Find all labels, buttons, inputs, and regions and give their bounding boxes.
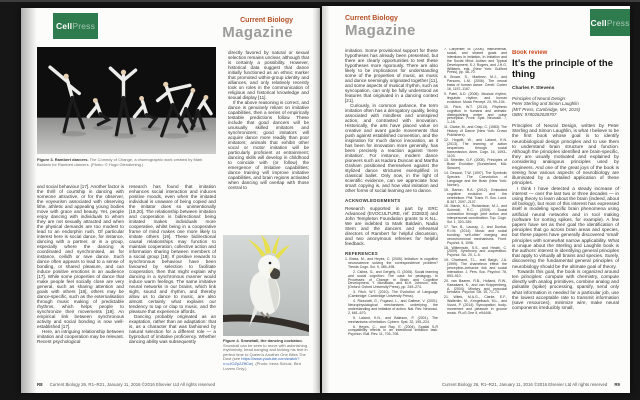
cellpress-logo-press: Press (606, 17, 630, 28)
section-title: Magazine (345, 22, 416, 39)
page-number: R8 (37, 382, 43, 387)
reference-item: 12. Hoppitt, W., and Laland, K.N. (2013). The learning of action sequences through social transmission. Anim. Cogn. 16, 1093–1103. (444, 137, 507, 158)
reference-item: 9. Patel, A.D. (2006). Musical rhythm, linguistic rhythm, and human evolution. Music Percept. 24, 99–104. (444, 91, 507, 104)
figure-4-caption-body: Snowball can be seen to move with astonishing rhythmicity, head banging and kicking his feet in perfect time to Queen’s Another One Bites The Dust (see (223, 342, 308, 362)
right-page (322, 6, 630, 393)
reference-item: 3. Fitch, W.T. (2010). The Evolution of Language (Cambridge: Cambridge University Press). (348, 290, 438, 299)
reference-item: 8. Brown, S., Martinez, M.J., and Parsons, L.M. (2006). The neural basis of human dance. Cereb. Cortex 16, 1157–1167. (444, 75, 507, 92)
acknowledgements-heading: ACKNOWLEDGEMENTS (345, 198, 401, 203)
book-isbn: ISBN: 9780262028707 (512, 111, 557, 117)
reference-item: 1. Brass, M., and Heyes, C. (2005). Imitation: is cognitive neuroscience solving the correspondence problem? Trends Cogn. Sci. 9, 489–495. (345, 257, 438, 269)
page-number: R9 (614, 382, 620, 387)
figure-3-caption (37, 158, 216, 167)
paragraph: Here, an intriguing relationship between imitation and cooperation may be relevant. Recent psychological (37, 329, 124, 344)
paragraph: Dancing probably originated as an exaptation, rather than an adaptation: that is, as a character that was fashioned by natural selection for a different role — a byproduct of imitative proficiency. Whether dancing ability was subsequently (129, 314, 216, 344)
article-text-col1 (37, 184, 124, 379)
figure-4-photo (223, 235, 309, 336)
book-review-kicker: Book review (512, 50, 548, 56)
reference-item: 11. Clarke, M., and Crisp, C. (1983). The History of Dance (New York: Crown Publishers). (444, 125, 507, 138)
book-title: Principles of Neural Design (512, 96, 565, 102)
reference-item: 2. Csibra, G., and Gergely, G. (2006). Social learning and social cognition: The case for pedagogy. In Processes of Change in Brain and Cognitive Development, Y. Munakata, and M.H. Johnson, eds. (Oxford: Oxford University Press), pp. 249–274. (348, 269, 438, 290)
reference-item: 10. Fitch, W.T. (2013). Rhythmic cognition in humans and animals: distinguishing meter and pulse perception. Front. Syst. Neurosci. 7, 1–16. (444, 104, 507, 125)
left-page-footer (37, 382, 215, 387)
paragraph: Towards this goal, the book is organized around ten principles: compute with chemistry, compute directly with analog primitives, combine analog and pulsatile (spike) processing, sparsify, send only what information is needed for a particular job, use the lowest acceptable rate to transmit information (save resources), minimize wire, make neural components irreducibly small, (512, 268, 619, 311)
paragraph: Principles of Neural Design, written by Peter Sterling and Simon Laughlin, is what I believe to be the first book whose goal is to identify neurobiological design principles and to use them to understand brain structure and function. Although the principles identified are brain-specific, they are usually motivated and explained by considering analogous principles used by engineers. And one of the great joys of the book is seeing how various aspects of neurobiology are illuminated by a detailed application of these principles. (512, 123, 619, 186)
journal-title: Current Biology (240, 17, 293, 24)
figure-4-caption-body-end: ). (Photo: Irena Schulz, Bird Lovers Only.) (223, 360, 301, 371)
figure-3-caption-body: The Comedy of Change, a choreographic work created by Mark Baldwin for Rambert dancers. (Photo: © Hugo Glendinning.) (37, 157, 203, 167)
book-authors: Peter Sterling and Simon Laughlin (512, 101, 579, 107)
reference-item: 15. Barton, R.A. (2012). Embodied cognitive evolution and the cerebellum. Phil. Trans. R. Soc. Lond. B 367, 2097–2107. (444, 187, 507, 204)
references-heading: REFERENCES (345, 250, 379, 256)
footer-citation: Current Biology 26, R1–R21, January 11, 2016 ©2016 Elsevier Ltd All rights reserved (49, 382, 216, 387)
article-text-col4 (345, 48, 438, 386)
figure-3-photo (37, 47, 216, 154)
footer-citation: Current Biology 26, R1–R21, January 11, 2016 ©2016 Elsevier Ltd All rights reserved (441, 382, 608, 387)
cellpress-logo-cell: Cell (590, 17, 607, 28)
acknowledgements-text: Research supported in part by ERC Advanced (EVOCULTURE, ref: 232823) and John Templeton Foundation grants to K.N.L. We are indebted to Mark Baldwin, Nadia Stern and the dancers and rehearsal directors of Rambert for helpful discussion, and two anonymous referees for helpful feedback. (345, 205, 438, 246)
reference-item: 16. Marsh, K.L., Richardson, M.J., and Schmidt, R.C. (2009). Social connection through joint action and interpersonal coordination. Top. Cogn. Sci. 1, 320–339. (444, 204, 507, 225)
youtube-link[interactable]: https://www.youtube.com/watch?v=cJOZp2ZftCw (223, 356, 300, 366)
reference-item: 4. Rizzolatti, G., Fogassi, L., and Gallese, V. (2001). Neurophysiological mechanisms underlying the understanding and imitation of action. Nat. Rev. Neurosci. 2, 661–670. (348, 299, 438, 315)
reference-item: 7. Carpenter, M. (2006). Instrumental, social, and shared goals and intentions in imitation. In Imitation and the Social Mind: Autism and Typical Development, S.J. Rogers, and J.H.G. Williams, eds. (New York: Guilford Press), pp. 48–70. (444, 48, 507, 75)
reference-item: 18. Wiltermuth, S.S., and Heath, C. (2009). Synchrony and cooperation. Psychol. Sci. 20, 1–5. (444, 245, 507, 258)
reference-item: 13. Striedter, G.F. (2005). Principles of Brain Evolution (Sunderland, MA: Sinauer). (444, 158, 507, 171)
cellpress-logo-cell: Cell (55, 21, 73, 31)
reference-item: 6. Heyes, C., and Ray, E. (2004). Spatial S-R compatibility effects in an intentional imitation task. Psychon. Bull. Rev. 11, 703–708. (348, 324, 438, 337)
reference-item: 21. Witek, M.A.G., Clarke, E.F., Wallentin, M., Kringelbach, M.L., and Vuust, P. (2014). Syncopation, body-movement and pleasure in groove music. PLoS One 9, e94446. (444, 295, 507, 315)
reference-item: 19. Chartrand, T.L., and Bargh, J.A. (1999). The chameleon effect: the perception–behavior link and social interaction. J. Pers. Soc. Psychol. 76, 893–910. (444, 258, 507, 278)
viewer-top-edge (0, 0, 640, 2)
reference-item: 5. Laland, K.N., and Bateson, P. (2001). The mechanisms of imitation. Cybern. Syst. 32, 195–224. (348, 315, 438, 324)
magazine-header (222, 17, 293, 40)
cellpress-logo (590, 9, 630, 36)
book-review-author: Charles F. Stevens (512, 86, 555, 92)
article-text-col2 (129, 184, 216, 379)
book-review-text (512, 123, 619, 310)
left-page (21, 8, 320, 393)
cellpress-logo (53, 13, 98, 39)
paragraph: research has found that imitation enhances social interaction and induces positive moods, even when the imitated individual is unaware of being copied and the imitator does so unintentionally [19,20]. The relationship between imitation and cooperation is bidirectional: being imitated makes individuals more cooperative, whilst being in a cooperative frame of mind makes one more likely to imitate others [19]. These bidirectional causal relationships may function to maintain cooperation, collective action and information sharing between members of a social group [18]. If positive rewards to synchronous behaviour have been favoured by selection to facilitate cooperation, then that might explain why dancing in a synchronous manner would induce warm feelings. The same imitative neural networks in our brains, which link sight, sound and rhythm, and thereby allow us to dance to music, are also almost certainly what explains our tendency to tap or clap to music, and the pleasure that experience affords. (129, 184, 216, 314)
references-7-21 (444, 48, 507, 386)
dancers-photo-image (37, 47, 216, 154)
paragraph: I think I have detected a steady increase of interest — over the last two or three decades — in using theory to learn about the brain (indeed, about all biology), but most of this interest has expressed itself in modeling specific brain phenomena using artificial neural networks and in tool making (software for sorting spikes, for example). A few papers have set as their goal the identification of principles that go across brain areas and species, but these papers have generally discovered ‘small’ principles with somewhat narrow applicability. What is unique about the Sterling and Laughlin book is the authors’ interest in identifying general principles that apply to virtually all brains and species. Surely, discovering the fundamental general principles of neurobiology should be the ultimate goal of theory. (512, 185, 619, 269)
paragraph: Curiously, in common parlance, the term imitation often has a derogatory quality, being associated with mindless and uninspired action, and contrasted with innovation. Historically, the arts have placed value on creative and avant garde movements that push against established convention, and the inspiration for much dance innovation, as it has been for innovation more generally, has been precisely a reaction against ‘mere imitation’. For instance, modern dance pioneers such as Isadora Duncan and Martha Graham positioned themselves against the stylized dance strictures exemplified in classical ballet. Only now, in the light of scientific evidence, can we appreciate how smart copying is, and how vital imitation and other forms of social learning are to dance. (345, 103, 438, 193)
cockatoo-photo-image (223, 235, 309, 336)
cellpress-logo-press: Press (72, 21, 96, 31)
magazine-header (345, 15, 416, 38)
reference-item: 20. van Baaren, R.B., Holland, R.W., Kawakami, K., and van Knippenberg, A. (2004). Mimicry and prosocial behavior. Psychol. Sci. 15, 71–74. (444, 278, 507, 295)
paragraph: If the above reasoning is correct, and dance is genuinely reliant on imitative capabilities, then a series of empirically testable predictions follow. These include that good dancers will be unusually skilled imitators and synchronizers; good imitators will acquire dance more readily than poor imitators; animals that exhibit other vocal or motor imitation will be particularly proficient at entrainment; dancing skills will develop in childhood to coincide with (or follow) the emergence of imitative capabilities; dance training will improve imitative capabilities, and brain regions activated when dancing will overlap with those central to (228, 100, 309, 190)
book-publisher: (MIT Press, Cambridge, MA; 2015) (512, 106, 581, 112)
book-review-title: It’s the principle of the thing (512, 58, 613, 80)
references-1-6 (345, 258, 438, 337)
section-title: Magazine (222, 24, 293, 41)
reference-item: 17. Tarr, B., Launay, J., and Dunbar, R.I.M. (2014). Music and social bonding: ‘self-other’ merging and neurohormonal mechanisms. Front. Psychol. 5, 1096. (444, 224, 507, 245)
article-text-col3 (228, 50, 309, 233)
paragraph: imitation. Some provisional support for these hypotheses has already been presented, but there are clearly opportunities to test these hypotheses more rigorously. There are also likely to be implications for understanding some of the properties of music, as music and dance seemingly originated together [11], and some aspects of musical rhythm, such as syncopation, can only be fully understood as features that originated in a dancing context [21]. (345, 48, 438, 103)
reference-item: 14. Deacon, T.W. (1997). The Symbolic Species: The Coevolution of Language and the Brain (New York: Norton). (444, 171, 507, 187)
figure-4-caption-lead: Figure 4. Snowball, the dancing cockatoo. (223, 338, 303, 343)
figure-4-caption (223, 339, 309, 371)
figure-3-caption-lead: Figure 3. Rambert dancers. (37, 157, 89, 162)
right-page-footer (442, 382, 620, 387)
book-info (512, 96, 619, 117)
paragraph: directly favored by natural or sexual selection remains unclear, although that is certainly a possibility. However, historical data suggest that dance initially functioned as an ethnic marker that promoted within-group identity and alliances, and only relatively recently took on roles in the communication of religious and historical knowledge and sexual display [11]. (228, 50, 309, 100)
book-review (512, 50, 619, 386)
paragraph: and social behaviour [17]. Another factor is the thrill of courtship in dancing with someone attractive, or for the observer, the voyeurism associated with observing lithe, athletic and appealing young bodies move with grace and beauty. Yet, people enjoy dancing with individuals to whom they are not sexually attracted and when the physical demands are too modest to lead to an endorphin rush. Of particular interest here is social dance, for instance, dancing with a partner, or in a group, especially where the dancing is coordinated and synchronised, as for instance, ceilidh or rave dance. Such dance often appears to lead to a sense of bonding, or shared pleasure, and can induce positive emotions in an audience [17]. While some properties of dance that make people feel socially close are very general, such as sharing attention and goals with others [18], others may be dance-specific, such as the externalisation through music making of predictable rhythms, which helps people to synchronize their movements [19]. An empirical link between synchronous activity and social bonding is now well-established [17]. (37, 184, 124, 329)
journal-title: Current Biology (345, 15, 398, 22)
